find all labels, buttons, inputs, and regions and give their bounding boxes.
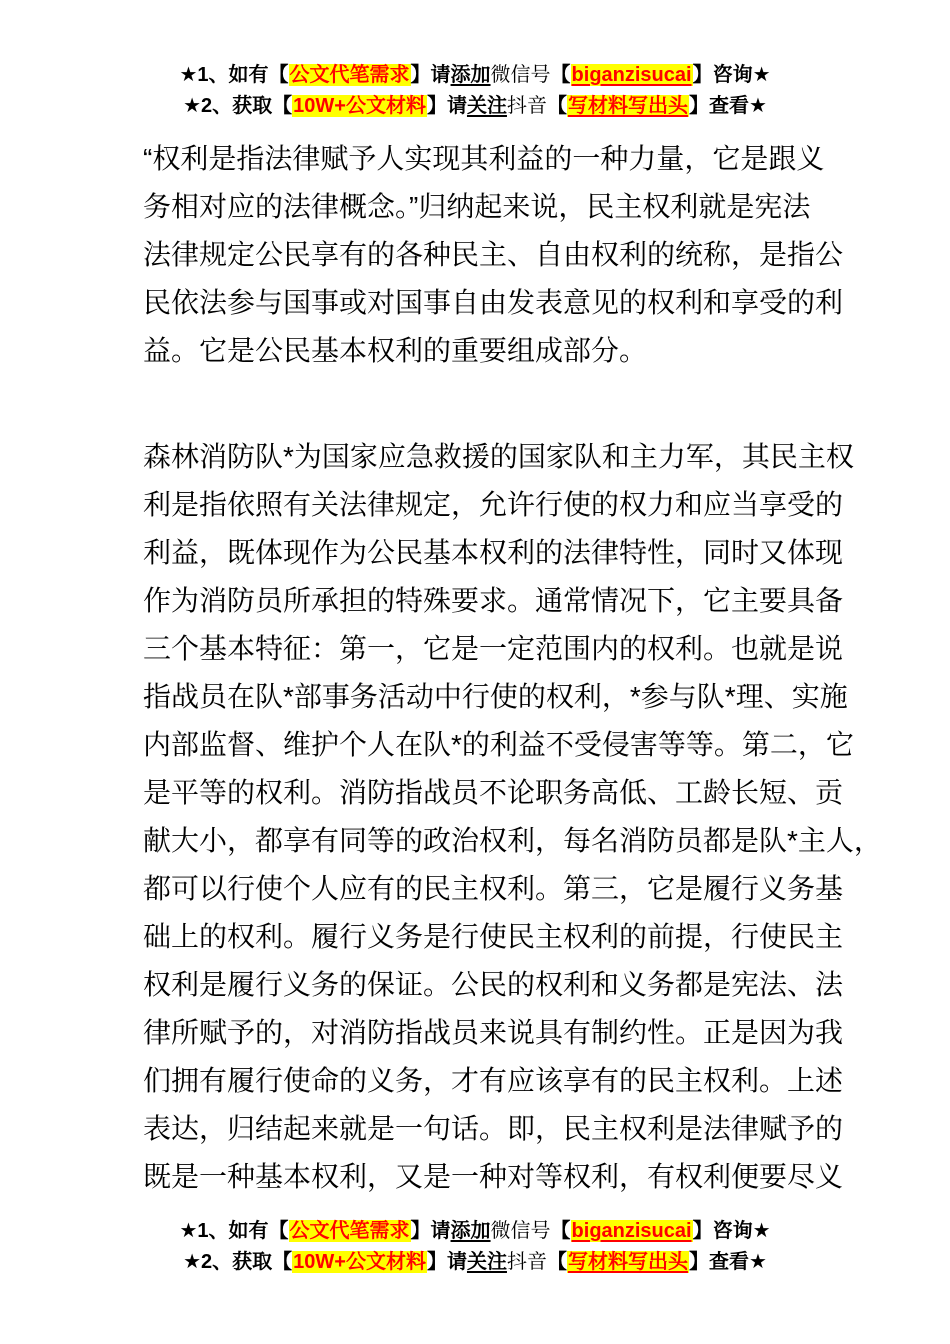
highlighted-keyword: 公文代笔需求: [289, 64, 410, 86]
promo-text: 】咨询★: [692, 64, 771, 86]
promo-text: 】请: [426, 1251, 467, 1273]
emphasized-action: 添加: [450, 64, 491, 86]
promo-text: 【: [546, 1251, 567, 1273]
promo-text: ★2、获取【: [183, 95, 293, 117]
text-line: 利是指依照有关法律规定，允许行使的权力和应当享受的: [143, 489, 844, 520]
promo-text: ★2、获取【: [183, 1251, 293, 1273]
paragraph: [143, 433, 882, 1201]
promo-line: [0, 1216, 950, 1247]
text-line: 内部监督、维护个人在队*的利益不受侵害等等。第二，它: [143, 729, 854, 760]
text-line: 法律规定公民享有的各种民主、自由权利的统称，是指公: [143, 239, 844, 270]
text-line: “权利是指法律赋予人实现其利益的一种力量，它是跟义: [143, 143, 825, 174]
emphasized-action: 关注: [466, 95, 507, 117]
text-line: 献大小，都享有同等的政治权利，每名消防员都是队*主人，: [143, 825, 882, 856]
promo-line: [0, 1247, 950, 1278]
text-line: 三个基本特征：第一，它是一定范围内的权利。也就是说: [143, 633, 844, 664]
text-line: 利益，既体现作为公民基本权利的法律特性，同时又体现: [143, 537, 844, 568]
highlighted-account: biganzisucai: [571, 1220, 692, 1242]
text-line: 表达，归结起来就是一句话。即，民主权利是法律赋予的: [143, 1113, 844, 1144]
highlighted-keyword: 10W+公文材料: [293, 95, 426, 117]
promo-text: 【: [550, 64, 571, 86]
promo-banner-bottom: [0, 1216, 950, 1278]
text-line: 础上的权利。履行义务是行使民主权利的前提，行使民主: [143, 921, 844, 952]
highlighted-account: 写材料写出头: [567, 95, 688, 117]
document-body: [143, 135, 882, 1201]
paragraph: [143, 135, 844, 375]
text-line: 是平等的权利。消防指战员不论职务高低、工龄长短、贡: [143, 777, 844, 808]
highlighted-keyword: 公文代笔需求: [289, 1220, 410, 1242]
promo-text: 微信号: [490, 64, 551, 86]
text-line: 指战员在队*部事务活动中行使的权利，*参与队*理、实施: [143, 681, 848, 712]
promo-text: 微信号: [490, 1220, 551, 1242]
text-line: 务相对应的法律概念。”归纳起来说，民主权利就是宪法: [143, 191, 811, 222]
text-line: 益。它是公民基本权利的重要组成部分。: [143, 335, 648, 366]
promo-text: ★1、如有【: [179, 64, 289, 86]
text-line: 既是一种基本权利，又是一种对等权利，有权利便要尽义: [143, 1161, 844, 1192]
promo-text: 【: [550, 1220, 571, 1242]
promo-line: [0, 60, 950, 91]
promo-text: 【: [546, 95, 567, 117]
promo-text: 】查看★: [688, 1251, 767, 1273]
promo-line: [0, 91, 950, 122]
text-line: 律所赋予的，对消防指战员来说具有制约性。正是因为我: [143, 1017, 844, 1048]
text-line: 民依法参与国事或对国事自由发表意见的权利和享受的利: [143, 287, 844, 318]
promo-text: 】咨询★: [692, 1220, 771, 1242]
promo-text: ★1、如有【: [179, 1220, 289, 1242]
promo-banner-top: [0, 0, 950, 122]
text-line: 们拥有履行使命的义务，才有应该享有的民主权利。上述: [143, 1065, 844, 1096]
promo-text: 】请: [410, 1220, 451, 1242]
text-line: 作为消防员所承担的特殊要求。通常情况下，它主要具备: [143, 585, 844, 616]
emphasized-action: 关注: [466, 1251, 507, 1273]
text-line: 权利是履行义务的保证。公民的权利和义务都是宪法、法: [143, 969, 844, 1000]
emphasized-action: 添加: [450, 1220, 491, 1242]
highlighted-account: biganzisucai: [571, 64, 692, 86]
highlighted-account: 写材料写出头: [567, 1251, 688, 1273]
promo-text: 】查看★: [688, 95, 767, 117]
highlighted-keyword: 10W+公文材料: [293, 1251, 426, 1273]
text-line: 都可以行使个人应有的民主权利。第三，它是履行义务基: [143, 873, 844, 904]
promo-text: 抖音: [506, 95, 547, 117]
promo-text: 】请: [410, 64, 451, 86]
text-line: 森林消防队*为国家应急救援的国家队和主力军，其民主权: [143, 441, 854, 472]
promo-text: 抖音: [506, 1251, 547, 1273]
promo-text: 】请: [426, 95, 467, 117]
